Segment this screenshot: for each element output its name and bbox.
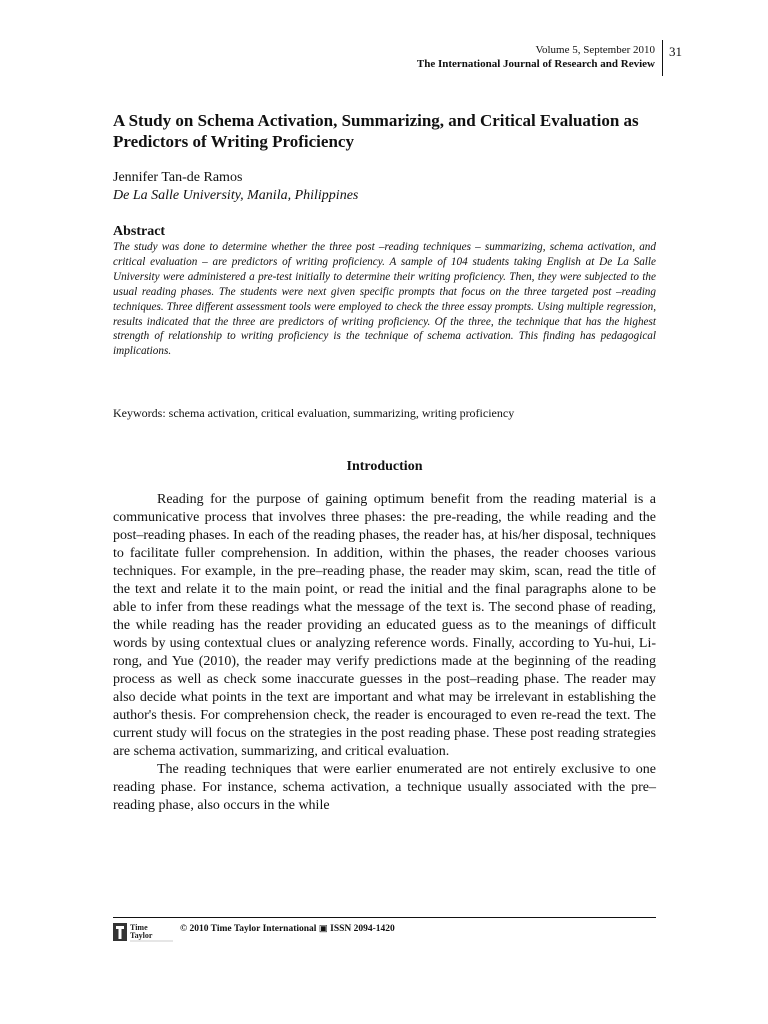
svg-text:Time: Time [130, 923, 148, 932]
author-name: Jennifer Tan-de Ramos [113, 170, 243, 185]
abstract-heading: Abstract [113, 224, 166, 239]
header-volume: Volume 5, September 2010 [535, 44, 655, 56]
paper-title: A Study on Schema Activation, Summarizing, and Critical Evaluation as Predictors of Writing Proficiency [113, 111, 639, 151]
body-paragraph: Reading for the purpose of gaining optimum benefit from the reading material is a communicative process that involves three phases: the pre-reading, the while reading and the post–reading phases. In each of the reading phases, the reader has, at his/her disposal, techniques to facilitate fuller comprehension. In addition, within the phases, the reader chooses various techniques. For example, in the pre–reading phase, the reader may skim, scan, read the title of the text and relate it to the main point, or read the initial and the final paragraphs alone to be able to infer from these readings what the message of the text is. The second phase of reading, the while reading has the reader providing an educated guess as to the meanings of difficult words by using contextual clues or analyzing reference words. Finally, according to Yu-hui, Li-rong, and Yue (2010), the reader may verify predictions made at the beginning of the reading process as well as check some inaccurate guesses in the post–reading phase. The reader may also decide what points in the text are important and what may be irrelevant in establishing the author's thesis. For comprehension check, the reader is encouraged to even re-read the text. The current study will focus on the strategies in the post reading phase. These post reading strategies are schema activation, summarizing, and critical evaluation. [113, 492, 656, 759]
introduction-body [113, 491, 656, 815]
page-number: 31 [669, 44, 682, 59]
body-paragraph: The reading techniques that were earlier enumerated are not entirely exclusive to one reading phase. For instance, schema activation, a technique usually associated with the pre–reading phase, also occurs in the while [113, 762, 656, 813]
svg-text:Taylor: Taylor [130, 931, 153, 940]
footer-copyright: © 2010 Time Taylor International ▣ ISSN 2094-1420 [180, 924, 395, 934]
abstract-text: The study was done to determine whether the three post –reading techniques – summarizing, schema activation, and critical evaluation – are predictors of writing proficiency. A sample of 104 students taking English at De La Salle University were administered a pre-test initially to determine their writing proficiency. Then, they were subjected to the usual reading phases. The students were next given specific prompts that focus on the three targeted post –reading techniques. Three different assessment tools were employed to check the three essay prompts. Using multiple regression, results indicated that the three are predictors of writing proficiency. Of the three, the technique that has the highest strength of relationship to writing proficiency is the technique of schema activation. This finding has pedagogical implications. [113, 241, 656, 358]
header-divider [662, 40, 663, 76]
keywords-line: Keywords: schema activation, critical evaluation, summarizing, writing proficiency [113, 406, 515, 420]
introduction-heading: Introduction [346, 459, 423, 474]
author-affiliation: De La Salle University, Manila, Philippines [113, 188, 359, 203]
publisher-logo [113, 921, 175, 943]
footer-rule [113, 917, 656, 918]
header-journal-name: The International Journal of Research and Review [416, 58, 655, 70]
